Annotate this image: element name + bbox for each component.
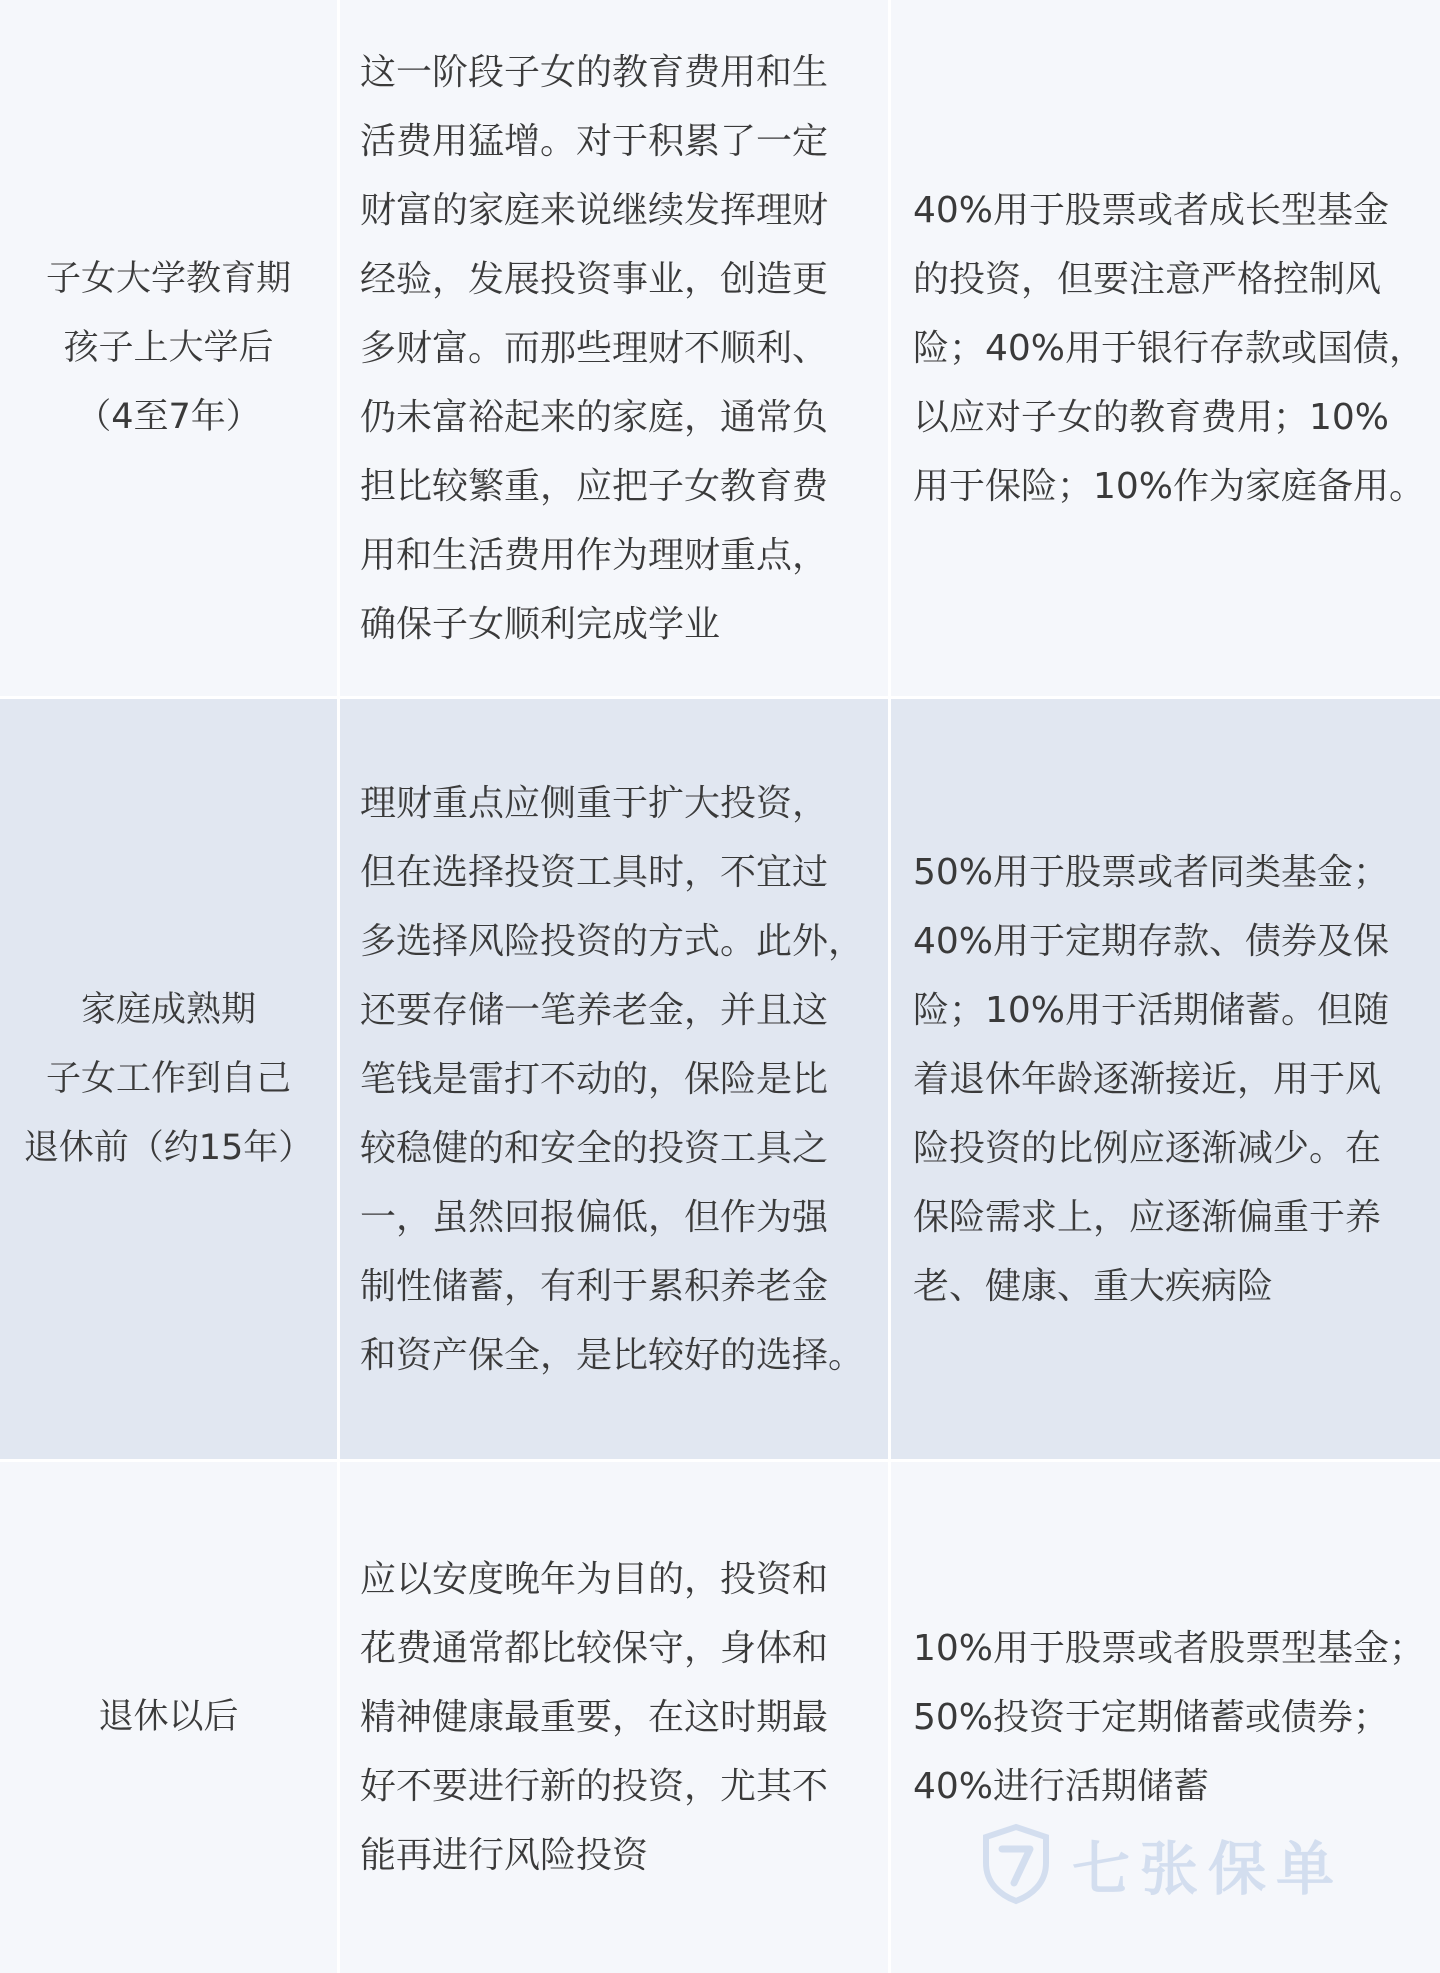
stage-label: 退休以后 bbox=[98, 1697, 239, 1737]
stage-label: 家庭成熟期 子女工作到自己 退休前（约15年） bbox=[23, 989, 314, 1168]
watermark-text: 七张保单 bbox=[1072, 1835, 1345, 1903]
watermark bbox=[980, 1822, 1344, 1906]
description-cell-college bbox=[340, 0, 888, 696]
stage-cell-mature bbox=[0, 699, 337, 1459]
description-cell-mature bbox=[340, 699, 888, 1459]
allocation-text: 50%用于股票或者同类基金； 40%用于定期存款、债券及保 险；10%用于活期储蓄。但随 着退休年龄逐渐接近，用于风 险投资的比例应逐渐减少。在 保险需求上，应逐渐偏重于养 老、健康、重大疾病险 bbox=[913, 851, 1390, 1307]
seven-shield-logo-icon bbox=[980, 1823, 1052, 1905]
allocation-text: 40%用于股票或者成长型基金 的投资，但要注意严格控制风 险；40%用于银行存款或国债， 以应对子女的教育费用；10% 用于保险；10%作为家庭备用。 bbox=[913, 189, 1426, 507]
description-text: 应以安度晚年为目的，投资和 花费通常都比较保守，身体和 精神健康最重要，在这时期最 好不要进行新的投资，尤其不 能再进行风险投资 bbox=[360, 1559, 829, 1876]
stage-label: 子女大学教育期 孩子上大学后 （4至7年） bbox=[45, 258, 291, 437]
allocation-cell-mature bbox=[891, 699, 1440, 1459]
description-text: 理财重点应侧重于扩大投资， 但在选择投资工具时，不宜过 多选择风险投资的方式。此外， 还要存储一笔养老金，并且这 笔钱是雷打不动的，保险是比 较稳健的和安全的投资工具之 一，虽然回报偏低，但作为强 制性储蓄，有利于累积养老金 和资产保全，是比较好的选择。 bbox=[360, 782, 865, 1376]
stage-cell-college bbox=[0, 0, 337, 696]
stage-cell-retired bbox=[0, 1462, 337, 1973]
allocation-cell-college bbox=[891, 0, 1440, 696]
allocation-text: 10%用于股票或者股票型基金； 50%投资于定期储蓄或债券； 40%进行活期储蓄 bbox=[913, 1628, 1426, 1807]
description-cell-retired bbox=[340, 1462, 888, 1973]
description-text: 这一阶段子女的教育费用和生 活费用猛增。对于积累了一定 财富的家庭来说继续发挥理财 经验，发展投资事业，创造更 多财富。而那些理财不顺利、 仍未富裕起来的家庭，通常负 担比较繁重，应把子女教育费 用和生活费用作为理财重点， 确保子女顺利完成学业 bbox=[360, 51, 829, 645]
